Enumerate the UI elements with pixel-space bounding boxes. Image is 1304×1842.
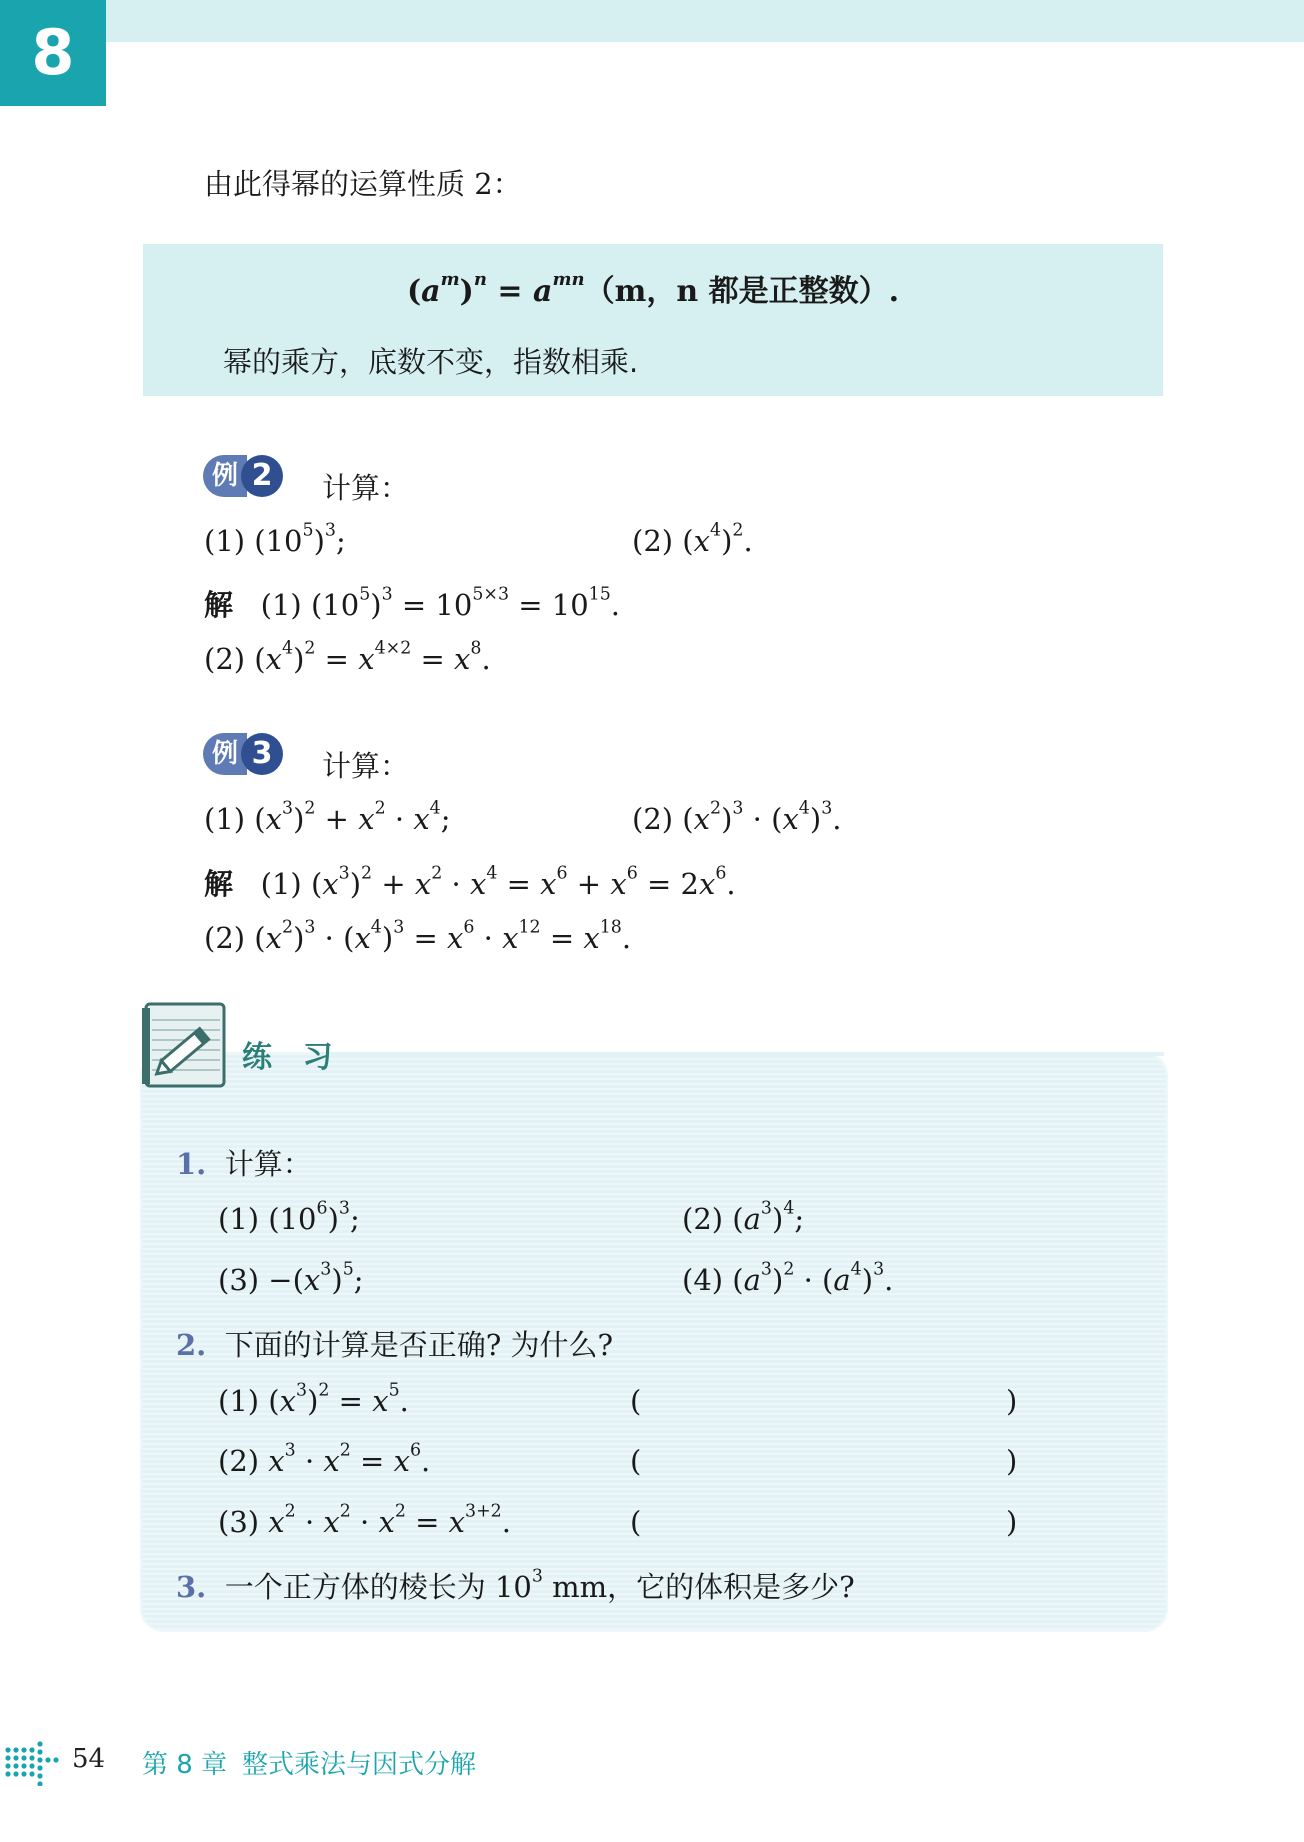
example-2-problem-2: (2) $(x^4)^2$. bbox=[632, 520, 753, 558]
practice-q1-item-4: (4) $(a^3)^2 \cdot (a^4)^3$. bbox=[682, 1259, 894, 1297]
practice-header-line bbox=[320, 1052, 1164, 1056]
answer-bracket-close: ) bbox=[1006, 1505, 1018, 1539]
answer-bracket-close: ) bbox=[1006, 1444, 1018, 1478]
question-number: 1. bbox=[176, 1147, 207, 1181]
example-3-problem-2: (2) $(x^2)^3 \cdot (x^4)^3$. bbox=[632, 798, 842, 836]
example-3-problem-1: (1) $(x^3)^2 + x^2 \cdot x^4$; bbox=[204, 798, 451, 836]
answer-bracket-open: ( bbox=[630, 1384, 642, 1418]
example-3-prompt: 计算： bbox=[322, 749, 410, 783]
intro-text: 由此得幂的运算性质 2： bbox=[204, 167, 522, 201]
solution-label: 解 bbox=[204, 588, 234, 622]
example-badge-number: 3 bbox=[241, 733, 283, 775]
example-2-solution-2: (2) $(x^4)^2 = x^{4\times 2} = x^8$. bbox=[204, 638, 491, 676]
rule-formula: $(a^m)^n = a^{mn}(m$，n 都是正整数）. bbox=[406, 268, 900, 309]
question-number: 2. bbox=[176, 1328, 207, 1362]
practice-q1-item-1: (1) $(10^6)^3$; bbox=[218, 1198, 360, 1236]
example-2-prompt: 计算： bbox=[322, 471, 410, 505]
footer-chapter-label: 第 8 章 bbox=[142, 1750, 228, 1780]
practice-q2-item-2: (2) $x^3 \cdot x^2 = x^6$. bbox=[218, 1440, 431, 1478]
practice-q2-item-3: (3) $x^2 \cdot x^2 \cdot x^2 = x^{3+2}$. bbox=[218, 1501, 511, 1539]
rule-statement: 幂的乘方，底数不变，指数相乘. bbox=[223, 345, 639, 379]
top-band bbox=[0, 0, 1304, 42]
example-badge-label: 例 bbox=[203, 455, 247, 497]
answer-bracket-close: ) bbox=[1006, 1384, 1018, 1418]
example-3-solution-2: (2) $(x^2)^3 \cdot (x^4)^3 = x^6 \cdot x^{12} = x^{18}$. bbox=[204, 917, 632, 955]
pencil-notebook-icon bbox=[140, 1000, 230, 1090]
answer-bracket-open: ( bbox=[630, 1444, 642, 1478]
page-number: 54 bbox=[72, 1744, 106, 1774]
example-2-solution-1: 解 (1) $(10^5)^3 = 10^{5\times 3} = 10^{15}$. bbox=[204, 584, 621, 622]
practice-q2 bbox=[176, 1323, 613, 1364]
example-3-solution-1: 解 (1) $(x^3)^2 + x^2 \cdot x^4 = x^6 + x^6 = 2x^6$. bbox=[204, 863, 736, 901]
example-2-badge bbox=[203, 455, 283, 497]
question-text: 计算： bbox=[224, 1147, 312, 1181]
rule-box bbox=[143, 244, 1163, 396]
example-badge-label: 例 bbox=[203, 733, 247, 775]
question-text-before: 一个正方体的棱长为 bbox=[224, 1570, 495, 1604]
chapter-number-tab: 8 bbox=[0, 0, 106, 106]
practice-q2-item-1: (1) $(x^3)^2 = x^5$. bbox=[218, 1380, 409, 1418]
solution-label: 解 bbox=[204, 867, 234, 901]
answer-bracket-open: ( bbox=[630, 1505, 642, 1539]
question-text: 下面的计算是否正确? 为什么? bbox=[224, 1328, 614, 1362]
practice-q1-item-3: $(3) -(x^3)^5$; bbox=[218, 1259, 364, 1297]
practice-q1-item-2: (2) $(a^3)^4$; bbox=[682, 1198, 805, 1236]
question-number: 3. bbox=[176, 1570, 207, 1604]
question-text-after: mm，它的体积是多少? bbox=[542, 1570, 855, 1604]
practice-q3: 3. 一个正方体的棱长为 $10^3$ mm，它的体积是多少? bbox=[176, 1566, 855, 1604]
practice-title: 练 习 bbox=[242, 1040, 343, 1075]
footer-chapter-title: 整式乘法与因式分解 bbox=[242, 1750, 477, 1780]
dot-grid-icon bbox=[2, 1738, 60, 1786]
example-2-problem-1: (1) $(10^5)^3$; bbox=[204, 520, 346, 558]
example-3-badge bbox=[203, 733, 283, 775]
example-badge-number: 2 bbox=[241, 455, 283, 497]
practice-q1 bbox=[176, 1142, 312, 1183]
rule-condition: m，n 都是正整数 bbox=[614, 274, 859, 309]
